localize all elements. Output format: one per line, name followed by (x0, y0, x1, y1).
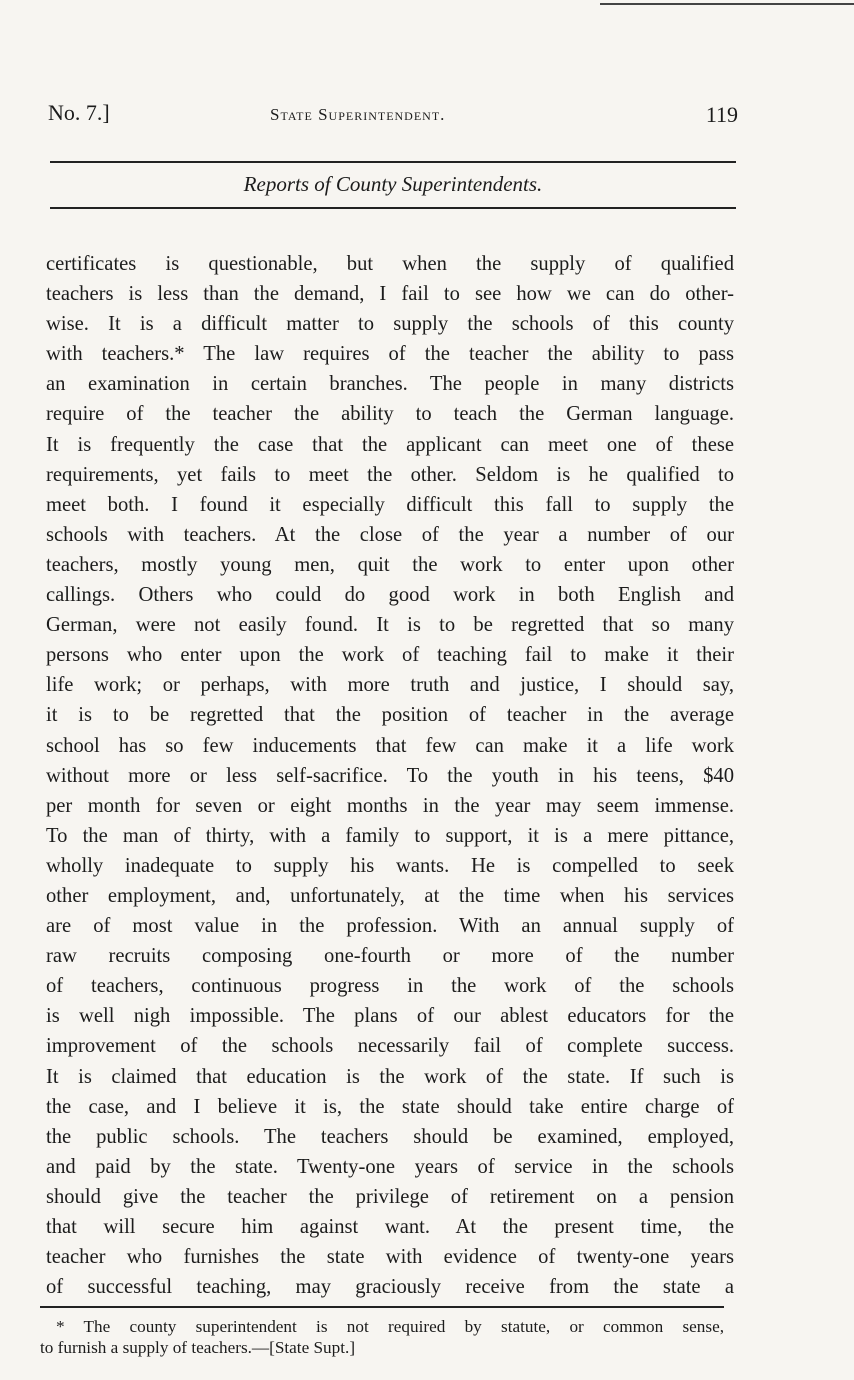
text-line: life work; or perhaps, with more truth and justice, I should say, (46, 674, 734, 697)
running-header (48, 100, 738, 130)
document-number: No. 7.] (48, 100, 110, 125)
text-line: should give the teacher the privilege of retirement on a pension (46, 1185, 734, 1208)
text-line: requirements, yet fails to meet the other. Seldom is he qualified to (46, 463, 734, 486)
footnote-line: to furnish a supply of teachers.—[State Supt.] (40, 1338, 356, 1357)
text-line: that will secure him against want. At the present time, the (46, 1216, 734, 1238)
page-number: 119 (705, 102, 738, 127)
text-line: the case, and I believe it is, the state should take entire charge of (46, 1095, 734, 1118)
text-line: other employment, and, unfortunately, at the time when his services (46, 884, 734, 907)
text-line: persons who enter upon the work of teaching fail to make it their (46, 644, 734, 667)
text-line: It is claimed that education is the work of the state. If such is (46, 1065, 734, 1088)
section-subtitle: Reports of County Superintendents. (243, 172, 543, 196)
text-line: German, were not easily found. It is to be regretted that so many (46, 614, 734, 637)
text-line: certificates is questionable, but when the supply of qualified (46, 253, 734, 275)
text-line: meet both. I found it especially difficult this fall to supply the (46, 493, 734, 516)
text-line: wise. It is a difficult matter to supply the schools of this county (46, 313, 734, 336)
footnote (40, 1316, 724, 1358)
text-line: teacher who furnishes the state with evidence of twenty-one years (46, 1246, 734, 1269)
text-line: teachers, mostly young men, quit the work to enter upon other (46, 553, 734, 576)
text-line: It is frequently the case that the applicant can meet one of these (46, 433, 734, 456)
text-line: improvement of the schools necessarily fail of complete success. (46, 1035, 734, 1058)
text-line: callings. Others who could do good work in both English and (46, 584, 734, 607)
text-line: it is to be regretted that the position of teacher in the average (46, 704, 734, 727)
text-line: with teachers.* The law requires of the teacher the ability to pass (46, 343, 734, 366)
text-line: without more or less self-sacrifice. To the youth in his teens, $40 (46, 764, 734, 787)
text-line: of successful teaching, may graciously receive from the state a (46, 1276, 734, 1299)
footnote-rule (40, 1306, 724, 1308)
text-line: of teachers, continuous progress in the work of the schools (46, 975, 734, 998)
text-line: are of most value in the profession. With an annual supply of (46, 915, 734, 938)
text-line: schools with teachers. At the close of the year a number of our (46, 523, 734, 546)
text-line: the public schools. The teachers should be examined, employed, (46, 1125, 734, 1148)
text-line: and paid by the state. Twenty-one years of service in the schools (46, 1155, 734, 1178)
text-line: wholly inadequate to supply his wants. He is compelled to seek (46, 854, 734, 877)
running-title: State Superintendent. (270, 105, 446, 124)
header-rule-top (50, 161, 736, 163)
header-rule-bottom (50, 207, 736, 209)
text-line: is well nigh impossible. The plans of our ablest educators for the (46, 1005, 734, 1028)
footnote-line: * The county superintendent is not required by statute, or common sense, (56, 1317, 724, 1336)
text-line: an examination in certain branches. The people in many districts (46, 373, 734, 396)
body-paragraph (46, 249, 734, 1302)
text-line: teachers is less than the demand, I fail to see how we can do other- (46, 283, 734, 306)
text-line: raw recruits composing one-fourth or more of the number (46, 945, 734, 968)
text-line: per month for seven or eight months in the year may seem immense. (46, 794, 734, 817)
top-edge-rule (600, 3, 854, 5)
text-line: require of the teacher the ability to teach the German language. (46, 403, 734, 426)
text-line: school has so few inducements that few can make it a life work (46, 734, 734, 757)
text-line: To the man of thirty, with a family to support, it is a mere pittance, (46, 824, 734, 847)
